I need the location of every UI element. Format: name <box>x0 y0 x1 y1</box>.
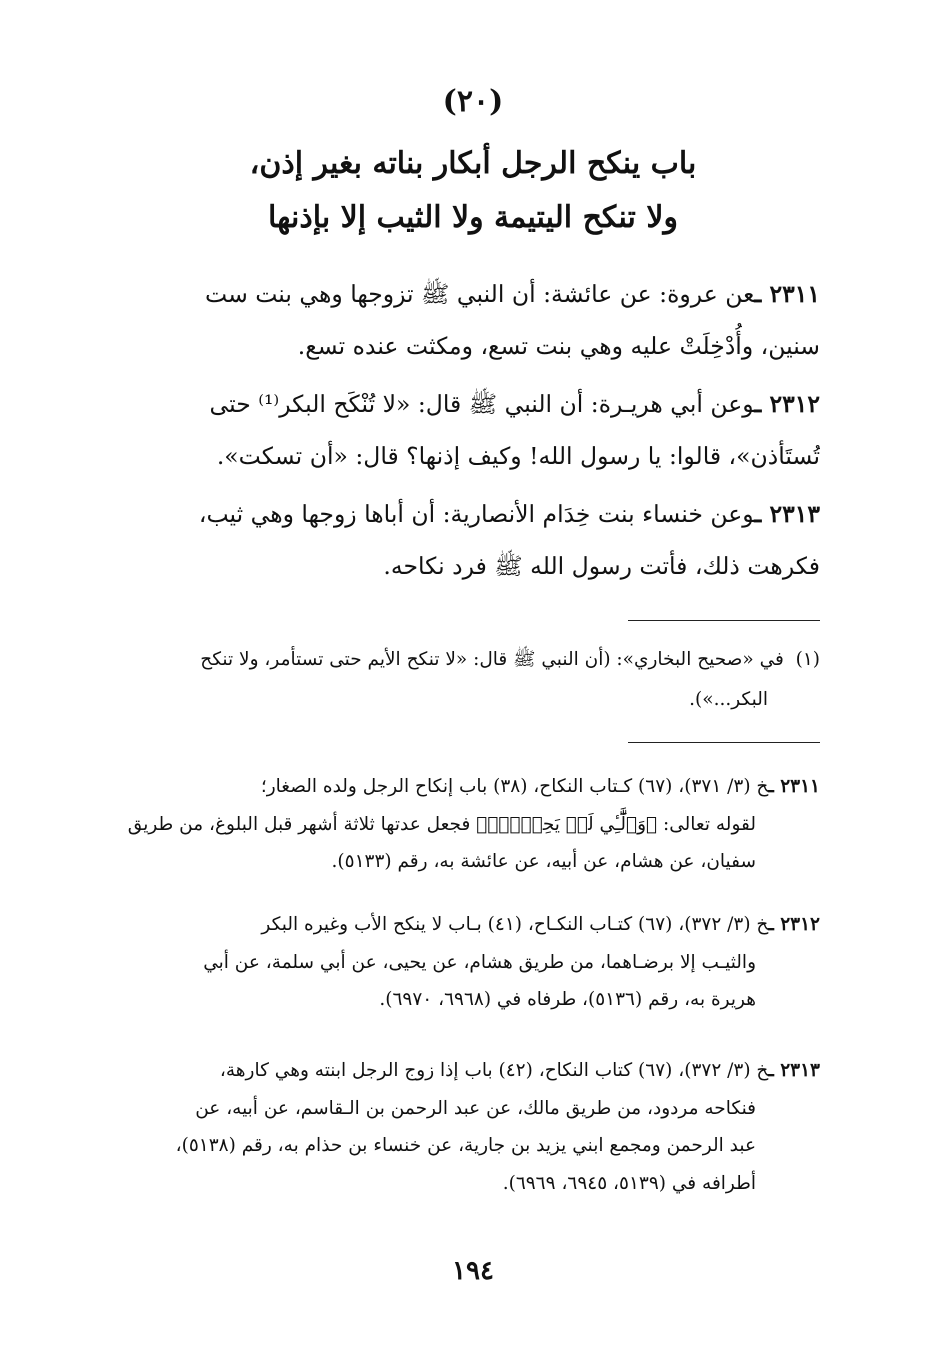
hadith-number: ٢٣١٢ ـ <box>754 390 820 418</box>
chapter-heading-line-2: ولا تنكح اليتيمة ولا الثيب إلا بإذنها <box>268 200 678 235</box>
source-2312 <box>120 906 820 1019</box>
footnote-text: في «صحيح البخاري»: (أن النبي ﷺ قال: «لا تنكح الأيم حتى تستأمر، ولا تنكح <box>200 649 784 670</box>
source-text: والثيـب إلا برضـاهما، من طريق هشام، عن يحيى، عن أبي سلمة، عن أبي <box>203 951 756 973</box>
source-text: خ (٣/ ٣٧٢)، (٦٧) كتـاب النكـاح، (٤١) بـاب لا ينكح الأب وغيره البكر <box>261 914 769 935</box>
hadith-text: سنين، وأُدْخِلَتْ عليه وهي بنت تسع، ومكثت عنده تسع. <box>297 332 820 360</box>
source-2311 <box>120 768 820 881</box>
page-number: ١٩٤ <box>452 1256 494 1286</box>
source-text: لقوله تعالى: ﴿وَٱلَّٰٓـِٔي لَمۡ يَحِضۡنَۚ﴾ فجعل عدتها ثلاثة أشهر قبل البلوغ، من طريق <box>127 813 756 835</box>
source-text: فنكاحه مردود، من طريق مالك، عن عبد الرحمن بن الـقاسم، عن أبيه، عن <box>195 1097 756 1119</box>
hadith-text: تُستَأذن»، قالوا: يا رسول الله! وكيف إذنها؟ قال: «أن تسكت». <box>216 442 820 470</box>
source-text: أطرافه في (٥١٣٩، ٦٩٤٥، ٦٩٦٩). <box>502 1172 756 1194</box>
source-line <box>120 1052 820 1090</box>
footnote-marker: (١) <box>795 649 820 670</box>
footnote-divider <box>628 620 820 621</box>
source-number: ٢٣١٣ ـ <box>768 1060 820 1081</box>
hadith-2311 <box>120 268 820 372</box>
hadith-text: وعن خنساء بنت خِدَام الأنصارية: أن أباها زوجها وهي ثيب، <box>198 500 755 528</box>
source-text: خ (٣/ ٣٧١)، (٦٧) كـتاب النكاح، (٣٨) باب إنكاح الرجل ولده الصغار؛ <box>260 776 769 797</box>
footnote-1 <box>120 640 820 720</box>
sources-divider <box>628 742 820 743</box>
footnote-text: البكر...»). <box>689 689 768 710</box>
hadith-line <box>120 268 820 320</box>
source-text: عبد الرحمن ومجمع ابني يزيد بن جارية، عن خنساء بن حذام به، رقم (٥١٣٨)، <box>175 1135 756 1156</box>
source-line <box>120 906 820 944</box>
hadith-number: ٢٣١١ ـ <box>754 280 820 308</box>
hadith-2313 <box>120 488 820 592</box>
footnote-line <box>120 640 820 680</box>
source-2313 <box>120 1052 820 1202</box>
source-text: خ (٣/ ٣٧٢)، (٦٧) كتاب النكاح، (٤٢) باب إذا زوج الرجل ابنته وهي كارهة، <box>219 1060 769 1081</box>
source-line <box>120 768 820 806</box>
chapter-number: (٢٠) <box>442 84 504 119</box>
hadith-line <box>120 488 820 540</box>
chapter-heading-line-1: باب ينكح الرجل أبكار بناته بغير إذن، <box>249 146 697 181</box>
hadith-text: وعن أبي هريـرة: أن النبي ﷺ قال: «لا تُنْكَح البكر⁽¹⁾ حتى <box>209 390 755 418</box>
hadith-text: فكرهت ذلك، فأتت رسول الله ﷺ فرد نكاحه. <box>383 552 820 580</box>
source-text: هريرة به، رقم (٥١٣٦)، طرفاه في (٦٩٦٨، ٦٩٧٠). <box>379 989 756 1010</box>
hadith-text: عن عروة: عن عائشة: أن النبي ﷺ تزوجها وهي بنت ست <box>205 280 755 308</box>
hadith-number: ٢٣١٣ ـ <box>754 500 820 528</box>
source-number: ٢٣١٢ ـ <box>768 914 820 935</box>
source-number: ٢٣١١ ـ <box>768 776 820 797</box>
hadith-line <box>120 378 820 430</box>
hadith-2312 <box>120 378 820 482</box>
source-text: سفيان، عن هشام، عن أبيه، عن عائشة به، رقم (٥١٣٣). <box>331 851 756 872</box>
